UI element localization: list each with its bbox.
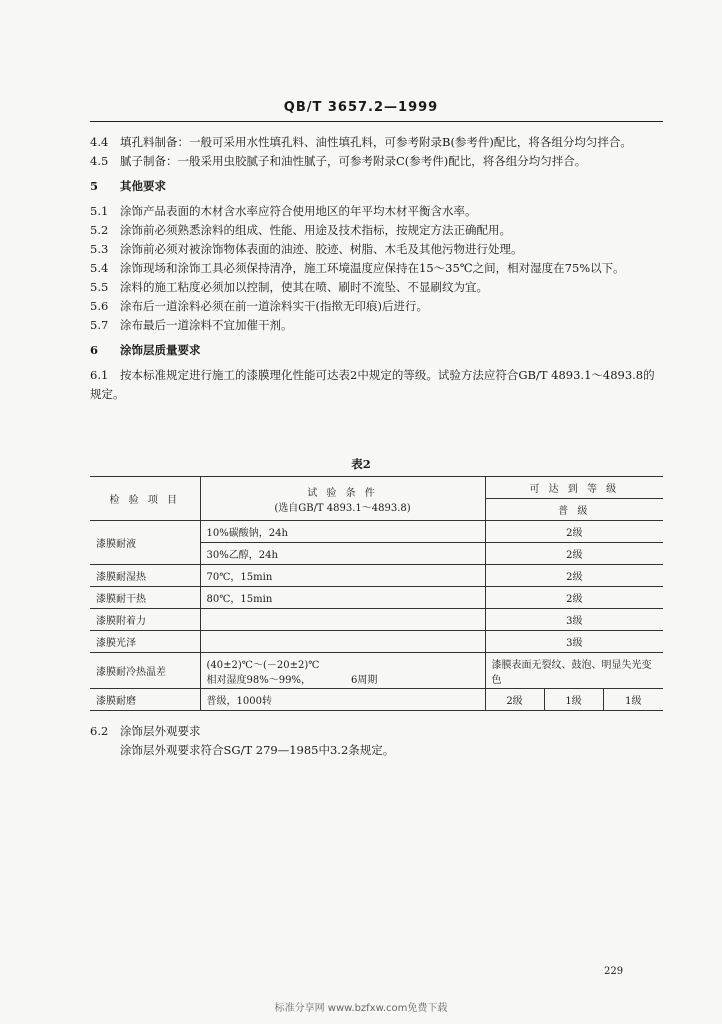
row-item: 漆膜耐液 — [90, 521, 200, 565]
clause-5-6 — [90, 297, 663, 316]
section-6-heading — [90, 341, 663, 360]
clause-5-3 — [90, 240, 663, 259]
row-condition: 30%乙醇，24h — [200, 543, 485, 565]
clause-number: 5.3 — [90, 242, 109, 256]
cycle-text: 6周期 — [350, 674, 378, 686]
clause-5-1 — [90, 202, 663, 221]
row-condition — [200, 653, 485, 689]
clause-text: 涂布最后一道涂料不宜加催干剂。 — [120, 318, 293, 332]
row-condition-line1: (40±2)℃～(－20±2)℃ — [206, 659, 320, 671]
table-row — [90, 653, 663, 689]
clause-number: 5.6 — [90, 299, 109, 313]
row-item: 漆膜耐湿热 — [90, 565, 200, 587]
row-grade: 3级 — [485, 631, 663, 653]
row-grade: 2级 — [485, 587, 663, 609]
table-header-row — [90, 477, 663, 499]
clause-text: 涂布后一道涂料必须在前一道涂料实干(指揿无印痕)后进行。 — [120, 299, 428, 313]
clause-number: 5.1 — [90, 204, 109, 218]
header-condition-title: 试 验 条 件 — [307, 487, 378, 499]
row-condition-line2 — [207, 671, 479, 686]
clause-4-5 — [90, 152, 663, 171]
row-condition — [200, 631, 485, 653]
header-grade: 可 达 到 等 级 — [485, 477, 663, 499]
row-condition — [200, 609, 485, 631]
document-body — [90, 133, 663, 404]
header-rule — [90, 121, 663, 122]
clause-number: 5.2 — [90, 223, 109, 237]
row-grade: 漆膜表面无裂纹、鼓泡、明显失光变色 — [485, 653, 663, 689]
clause-number: 5.4 — [90, 261, 109, 275]
clause-number: 4.5 — [90, 154, 109, 168]
section-number: 6 — [90, 343, 99, 357]
table-row — [90, 609, 663, 631]
row-grade: 2级 — [485, 521, 663, 543]
section-5-heading — [90, 177, 663, 196]
clause-text: 涂饰前必须对被涂饰物体表面的油迹、胶迹、树脂、木毛及其他污物进行处理。 — [120, 242, 523, 256]
section-title: 其他要求 — [120, 179, 166, 193]
row-condition: 70℃，15min — [200, 565, 485, 587]
table-row — [90, 565, 663, 587]
row-grade-c: 1级 — [603, 689, 663, 711]
table-2 — [90, 476, 663, 711]
header-grade-sub: 普 级 — [485, 499, 663, 521]
row-item: 漆膜耐冷热温差 — [90, 653, 200, 689]
clause-text: 涂饰产品表面的木材含水率应符合使用地区的年平均木材平衡含水率。 — [120, 204, 477, 218]
clause-5-7 — [90, 316, 663, 335]
row-grade-a: 2级 — [485, 689, 544, 711]
table-caption: 表2 — [351, 457, 371, 471]
clause-title: 涂饰层外观要求 — [120, 724, 201, 738]
clause-text: 涂饰前必须熟悉涂料的组成、性能、用途及技术指标，按规定方法正确配用。 — [120, 223, 511, 237]
row-grade: 2级 — [485, 565, 663, 587]
row-grade: 3级 — [485, 609, 663, 631]
row-grade: 2级 — [485, 543, 663, 565]
row-item: 漆膜附着力 — [90, 609, 200, 631]
header-condition-sub: (选自GB/T 4893.1～4893.8) — [274, 502, 411, 514]
clause-text: 涂料的施工粘度必须加以控制，使其在喷、刷时不流坠、不显刷纹为宜。 — [120, 280, 488, 294]
section-number: 5 — [90, 179, 99, 193]
clause-number: 4.4 — [90, 135, 109, 149]
page-number: 229 — [604, 966, 624, 977]
clause-number: 5.7 — [90, 318, 109, 332]
clause-6-2-text: 涂饰层外观要求符合SG/T 279—1985中3.2条规定。 — [120, 743, 395, 757]
clause-5-5 — [90, 278, 663, 297]
section-6-2 — [90, 722, 663, 760]
row-condition: 80℃，15min — [200, 587, 485, 609]
clause-text: 涂饰现场和涂饰工具必须保持清净，施工环境温度应保持在15～35℃之间，相对湿度在75%以下。 — [120, 261, 625, 275]
watermark-footer: 标准分享网 www.bzfxw.com免费下载 — [274, 1003, 448, 1014]
header-item: 检 验 项 目 — [90, 477, 200, 521]
clause-number: 6.2 — [90, 724, 109, 738]
clause-number: 6.1 — [90, 368, 109, 382]
standard-code-header: QB/T 3657.2—1999 — [283, 100, 439, 115]
clause-5-2 — [90, 221, 663, 240]
row-grade-b: 1级 — [544, 689, 603, 711]
table-row — [90, 689, 663, 711]
row-item: 漆膜耐磨 — [90, 689, 200, 711]
clause-text: 按本标准规定进行施工的漆膜理化性能可达表2中规定的等级。试验方法应符合GB/T 4893.1～4893.8的规定。 — [90, 368, 655, 401]
clause-number: 5.5 — [90, 280, 109, 294]
clause-6-2-heading — [90, 722, 663, 741]
row-item: 漆膜耐干热 — [90, 587, 200, 609]
section-title: 涂饰层质量要求 — [120, 343, 201, 357]
clause-text: 腻子制备：一般采用虫胶腻子和油性腻子，可参考附录C(参考件)配比，将各组分均匀拌合。 — [120, 154, 587, 168]
row-item: 漆膜光泽 — [90, 631, 200, 653]
table-row — [90, 521, 663, 543]
row-condition: 10%碳酸钠，24h — [200, 521, 485, 543]
clause-6-1 — [90, 366, 663, 404]
table-row — [90, 631, 663, 653]
clause-text: 填孔料制备：一般可采用水性填孔料、油性填孔料，可参考附录B(参考件)配比，将各组分均匀拌合。 — [120, 135, 632, 149]
clause-4-4 — [90, 133, 663, 152]
table-row — [90, 587, 663, 609]
clause-5-4 — [90, 259, 663, 278]
header-condition — [200, 477, 485, 521]
humidity-text: 相对湿度98%～99%， — [206, 674, 311, 686]
row-condition: 普级，1000转 — [200, 689, 485, 711]
